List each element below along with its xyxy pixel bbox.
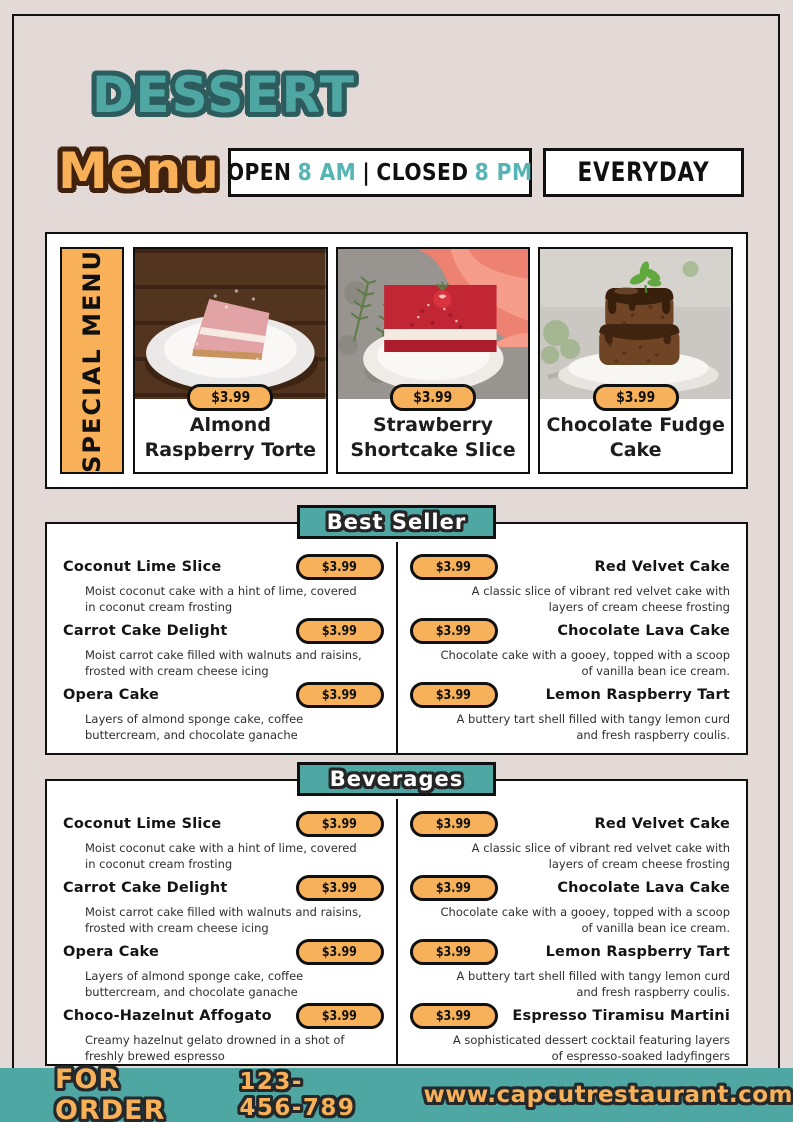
item-description: Moist coconut cake with a hint of lime, covered in coconut cream frosting [85,841,357,871]
hours-separator: | [362,159,371,186]
open-time: 8 AM [297,159,357,186]
item-name: Coconut Lime Slice [63,559,222,575]
special-menu-card [336,247,531,474]
price-badge: $3.99 [410,618,498,644]
price-badge: $3.99 [410,554,498,580]
page-title: DESSERT [92,66,356,124]
dessert-name: Almond Raspberry Torte [144,413,317,462]
special-menu-card [538,247,733,474]
raspberry-torte-image [135,249,326,399]
opening-hours-box [228,148,532,197]
price-badge: $3.99 [296,939,384,965]
item-description: Moist coconut cake with a hint of lime, covered in coconut cream frosting [85,584,357,614]
menu-item-row [410,1003,731,1064]
open-label: OPEN [227,159,292,186]
phone-number: 123-456-789 [239,1069,356,1121]
price-badge: $3.99 [410,811,498,837]
price-badge: $3.99 [296,682,384,708]
for-order-label: FOR ORDER [55,1064,166,1122]
section-column-right [398,781,747,1064]
item-name: Chocolate Lava Cake [557,880,730,897]
dessert-name: Chocolate Fudge Cake [546,413,725,462]
item-description: Layers of almond sponge cake, coffee buttercream, and chocolate ganache [85,969,304,999]
item-name: Coconut Lime Slice [63,816,222,832]
section-title: Best Seller [326,510,467,534]
closed-time: 8 PM [474,159,533,186]
section-column-right [398,524,747,753]
section-column-left [47,781,396,1064]
item-description: Layers of almond sponge cake, coffee buttercream, and chocolate ganache [85,712,304,742]
section-column-left [47,524,396,753]
days-open-label: EVERYDAY [577,157,710,188]
item-name: Espresso Tiramisu Martini [512,1008,730,1025]
price-badge: $3.99 [296,1003,384,1029]
price-badge: $3.99 [390,384,476,411]
menu-item-row [410,939,731,1000]
special-menu-banner-label: SPECIAL MENU [78,248,106,473]
menu-item-row [410,682,731,743]
item-description: A buttery tart shell filled with tangy lemon curd and fresh raspberry coulis. [456,969,730,999]
item-name: Lemon Raspberry Tart [545,687,730,704]
price-badge: $3.99 [410,875,498,901]
item-name: Opera Cake [63,687,160,704]
section-header [297,762,496,796]
section-panel [45,522,748,755]
menu-item-row [410,811,731,872]
footer-bar [0,1064,793,1122]
item-name: Carrot Cake Delight [63,623,228,640]
section-header [297,505,496,539]
menu-item-row [63,682,384,743]
item-name: Red Velvet Cake [594,816,730,832]
strawberry-shortcake-image [338,249,529,399]
item-description: A classic slice of vibrant red velvet cake with layers of cream cheese frosting [471,584,730,614]
price-badge: $3.99 [593,384,679,411]
price-badge: $3.99 [296,554,384,580]
chocolate-fudge-image [540,249,731,399]
price-badge: $3.99 [187,384,273,411]
price-badge: $3.99 [410,682,498,708]
price-badge: $3.99 [410,1003,498,1029]
menu-item-row [63,618,384,679]
item-description: Chocolate cake with a gooey, topped with a scoop of vanilla bean ice cream. [440,648,730,678]
menu-item-row [410,554,731,615]
item-description: Moist carrot cake filled with walnuts and raisins, frosted with cream cheese icing [85,648,362,678]
item-description: A sophisticated dessert cocktail featuring layers of espresso-soaked ladyfingers [452,1033,730,1063]
item-name: Carrot Cake Delight [63,880,228,897]
section-title: Beverages [329,767,464,791]
menu-section [45,505,748,755]
special-menu-panel [45,232,748,489]
menu-item-row [63,1003,384,1064]
item-description: Moist carrot cake filled with walnuts and raisins, frosted with cream cheese icing [85,905,362,935]
menu-item-row [63,811,384,872]
item-description: Creamy hazelnut gelato drowned in a shot of freshly brewed espresso [85,1033,345,1063]
dessert-name: Strawberry Shortcake Slice [350,413,516,462]
price-badge: $3.99 [410,939,498,965]
item-name: Chocolate Lava Cake [557,623,730,640]
special-menu-banner [60,247,124,474]
special-menu-card [133,247,328,474]
closed-label: CLOSED [376,159,469,186]
item-name: Red Velvet Cake [594,559,730,575]
price-badge: $3.99 [296,811,384,837]
days-open-box [543,148,744,197]
website-url: www.capcutrestaurant.com [423,1082,793,1108]
item-name: Opera Cake [63,944,160,961]
item-description: Chocolate cake with a gooey, topped with a scoop of vanilla bean ice cream. [440,905,730,935]
menu-item-row [410,875,731,936]
menu-item-row [63,875,384,936]
price-badge: $3.99 [296,875,384,901]
menu-item-row [63,939,384,1000]
menu-item-row [410,618,731,679]
section-panel [45,779,748,1066]
price-badge: $3.99 [296,618,384,644]
menu-item-row [63,554,384,615]
menu-section [45,762,748,1066]
item-name: Lemon Raspberry Tart [545,944,730,961]
page-subtitle: Menu [58,142,221,200]
special-menu-cards [133,247,733,474]
item-description: A buttery tart shell filled with tangy lemon curd and fresh raspberry coulis. [456,712,730,742]
item-name: Choco-Hazelnut Affogato [63,1008,272,1025]
item-description: A classic slice of vibrant red velvet cake with layers of cream cheese frosting [471,841,730,871]
